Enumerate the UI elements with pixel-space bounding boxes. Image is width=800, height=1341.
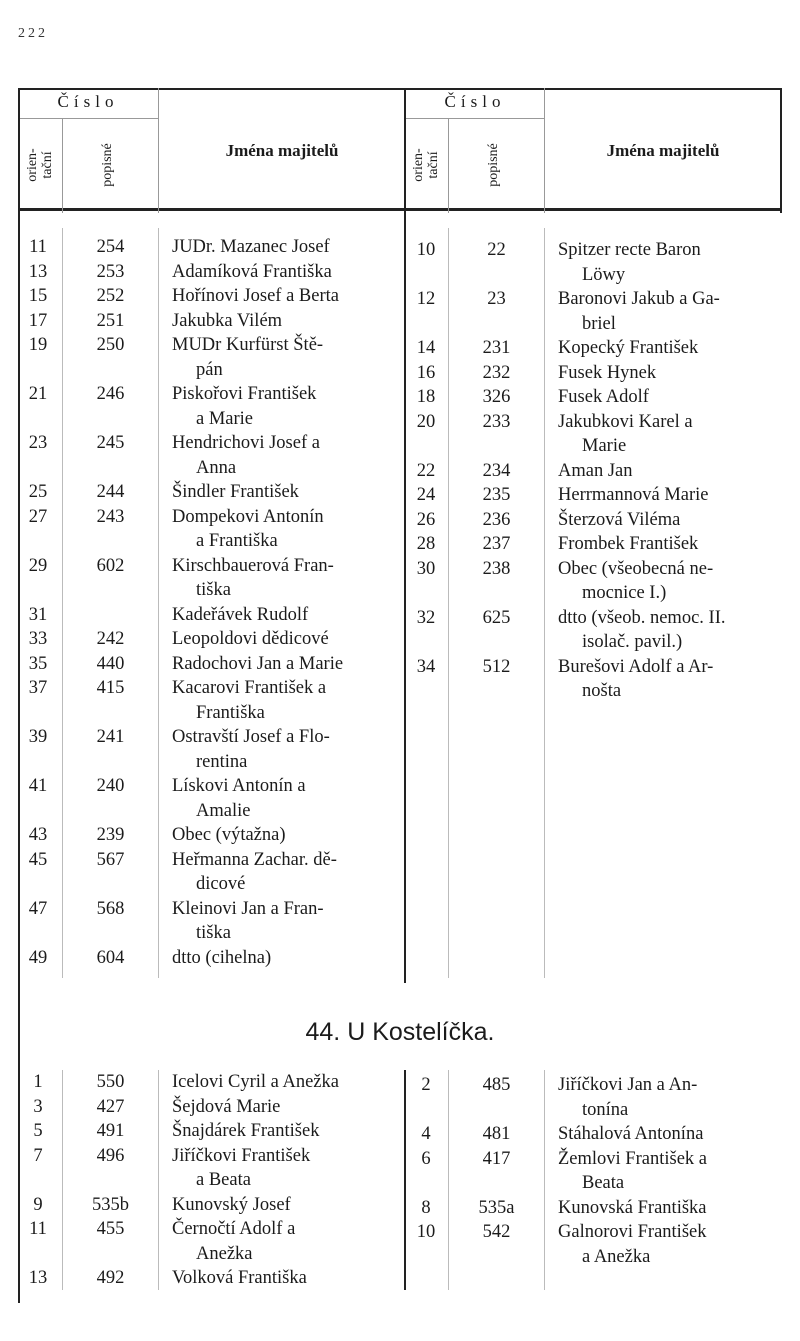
owner-name: Icelovi Cyril a Anežka <box>172 1072 339 1092</box>
owner-name-continuation: briel <box>582 313 616 334</box>
descriptive-number: 246 <box>96 384 125 404</box>
owner-name-continuation: Anna <box>196 457 237 478</box>
orientation-number: 32 <box>416 607 436 628</box>
subheader-rule-right <box>406 118 544 119</box>
orientation-number: 10 <box>416 1222 436 1242</box>
orientation-number: 27 <box>28 506 48 527</box>
owner-name: Adamíková Františka <box>172 261 332 282</box>
owner-name: Aman Jan <box>558 460 633 481</box>
descriptive-number: 492 <box>96 1268 125 1288</box>
owner-name: Baronovi Jakub a Ga- <box>558 289 720 309</box>
owner-name: MUDr Kurfürst Ště- <box>172 335 324 355</box>
orientation-number: 20 <box>416 411 436 432</box>
owner-name-continuation: tiška <box>196 580 231 600</box>
descriptive-number: 22 <box>487 240 506 260</box>
owner-name-continuation: a Anežka <box>582 1246 651 1267</box>
descriptive-number: 234 <box>482 460 511 481</box>
header-jmena-right: Jména majitelů <box>606 141 720 160</box>
orientation-number: 9 <box>33 1194 43 1215</box>
owner-name: Kunovská Františka <box>558 1197 707 1218</box>
orientation-number: 10 <box>416 240 436 260</box>
orientation-number: 18 <box>416 387 436 407</box>
owner-name: Fusek Adolf <box>558 387 649 407</box>
descriptive-number: 245 <box>96 433 125 453</box>
owner-name: Spitzer recte Baron <box>558 240 701 260</box>
owner-name: Šindler František <box>172 482 299 502</box>
owner-name: dtto (cihelna) <box>172 947 272 968</box>
descriptive-number: 602 <box>96 555 125 576</box>
orientation-number: 11 <box>29 1219 47 1239</box>
owner-name-continuation: a Marie <box>196 408 254 429</box>
descriptive-number: 427 <box>96 1096 125 1117</box>
orientation-number: 37 <box>28 678 48 698</box>
orientation-number: 47 <box>28 898 48 919</box>
owner-name: Volková Františka <box>172 1268 307 1288</box>
descriptive-number: 237 <box>482 534 511 554</box>
owner-name-continuation: Anežka <box>196 1243 253 1264</box>
orientation-number: 2 <box>421 1075 431 1095</box>
subheader-rule-left <box>18 118 158 119</box>
descriptive-number: 239 <box>96 825 125 845</box>
descriptive-number: 254 <box>96 237 125 257</box>
descriptive-number: 244 <box>96 482 125 502</box>
descriptive-number: 240 <box>96 776 125 796</box>
owner-name-continuation: Františka <box>196 702 265 723</box>
owner-name-continuation: dicové <box>196 874 246 894</box>
orientation-number: 26 <box>416 509 436 530</box>
descriptive-number: 253 <box>96 261 125 282</box>
owner-name: Žemlovi František a <box>558 1148 707 1169</box>
orientation-number: 29 <box>28 555 48 576</box>
descriptive-number: 243 <box>96 506 125 527</box>
owner-name: Černočtí Adolf a <box>172 1219 296 1239</box>
owner-name: Jiříčkovi Jan a An- <box>558 1075 698 1095</box>
owner-name-continuation: Amalie <box>196 800 251 821</box>
descriptive-number: 242 <box>96 629 125 649</box>
descriptive-number: 251 <box>96 310 125 331</box>
orientation-number: 4 <box>421 1124 431 1144</box>
descriptive-number: 417 <box>482 1148 511 1169</box>
orientation-number: 21 <box>28 384 48 404</box>
owner-name-continuation: a Františka <box>196 531 278 551</box>
owner-name: Šejdová Marie <box>172 1096 281 1117</box>
owner-name: Šterzová Viléma <box>558 509 681 530</box>
owner-name: Šnajdárek František <box>172 1121 320 1141</box>
owner-name: Obec (všeobecná ne- <box>558 558 714 579</box>
owner-name: Heřmanna Zachar. dě- <box>172 849 337 870</box>
owner-name: Kopecký František <box>558 338 699 358</box>
owner-name-continuation: tonína <box>582 1099 629 1120</box>
descriptive-number: 440 <box>96 653 125 674</box>
owner-name-continuation: Marie <box>582 436 627 456</box>
owner-name: Kirschbauerová Fran- <box>172 555 334 576</box>
orientation-number: 6 <box>421 1148 431 1169</box>
descriptive-number: 232 <box>482 362 511 383</box>
orientation-number: 3 <box>33 1096 43 1117</box>
header-bottom-rule <box>18 208 780 211</box>
descriptive-number: 542 <box>482 1222 511 1242</box>
orientation-number: 30 <box>416 558 436 579</box>
owner-name-continuation: isolač. pavil.) <box>582 632 683 652</box>
owner-name-continuation: mocnice I.) <box>582 583 667 603</box>
col-divider-left-o <box>62 118 63 213</box>
orientation-number: 28 <box>416 534 436 554</box>
orientation-number: 11 <box>29 237 47 257</box>
orientation-number: 12 <box>416 289 436 309</box>
orientation-number: 17 <box>28 310 48 331</box>
owner-name-continuation: tiška <box>196 923 231 943</box>
body-divider-right-name <box>544 228 545 978</box>
header-orientacni-left: orien- tační <box>25 148 55 182</box>
orientation-number: 35 <box>28 653 48 674</box>
owner-name: Kunovský Josef <box>172 1194 291 1215</box>
orientation-number: 13 <box>28 261 48 282</box>
orientation-number: 31 <box>28 604 48 625</box>
header-cislo-left: Číslo <box>57 92 119 111</box>
descriptive-number: 604 <box>96 947 125 968</box>
orientation-number: 19 <box>28 335 48 355</box>
section-title: 44. U Kostelíčka. <box>305 1018 495 1046</box>
body-divider-left-name <box>158 228 159 978</box>
s2-divider-left-name <box>158 1070 159 1290</box>
orientation-number: 39 <box>28 727 48 747</box>
descriptive-number: 23 <box>487 289 506 309</box>
owner-name: Kadeřávek Rudolf <box>172 604 309 625</box>
col-divider-left-name <box>158 88 159 213</box>
owner-name: Ostravští Josef a Flo- <box>172 727 330 747</box>
owner-name: dtto (všeob. nemoc. II. <box>558 607 726 628</box>
descriptive-number: 512 <box>482 656 511 677</box>
owner-name-continuation: rentina <box>196 751 248 772</box>
owner-name: Galnorovi František <box>558 1222 707 1242</box>
orientation-number: 14 <box>416 338 436 358</box>
descriptive-number: 535b <box>92 1194 129 1215</box>
orientation-number: 34 <box>416 656 436 677</box>
owner-name: Jakubkovi Karel a <box>558 411 693 432</box>
owner-name: Lískovi Antonín a <box>172 776 306 796</box>
orientation-number: 25 <box>28 482 48 502</box>
descriptive-number: 250 <box>96 335 125 355</box>
descriptive-number: 568 <box>96 898 125 919</box>
owner-name-continuation: nošta <box>582 681 622 701</box>
orientation-number: 5 <box>33 1121 43 1141</box>
col-divider-right-o <box>448 118 449 213</box>
owner-name-continuation: a Beata <box>196 1170 251 1190</box>
page-number: 222 <box>18 26 48 41</box>
owner-name-continuation: pán <box>196 359 223 380</box>
descriptive-number: 252 <box>96 286 125 306</box>
descriptive-number: 231 <box>482 338 511 358</box>
orientation-number: 43 <box>28 825 48 845</box>
owner-name: Jakubka Vilém <box>172 310 283 331</box>
descriptive-number: 236 <box>482 509 511 530</box>
header-popisne-left: popisné <box>100 143 115 187</box>
descriptive-number: 241 <box>96 727 125 747</box>
orientation-number: 45 <box>28 849 48 870</box>
right-border <box>780 88 782 213</box>
s2-center-divider <box>404 1070 406 1290</box>
orientation-number: 13 <box>28 1268 48 1288</box>
s2-divider-right-p <box>448 1070 449 1290</box>
descriptive-number: 535a <box>478 1197 515 1218</box>
owner-name: Kleinovi Jan a Fran- <box>172 898 324 919</box>
orientation-number: 49 <box>28 947 48 968</box>
descriptive-number: 233 <box>482 411 511 432</box>
owner-name: Hořínovi Josef a Berta <box>172 286 339 306</box>
orientation-number: 33 <box>28 629 48 649</box>
descriptive-number: 550 <box>96 1072 125 1092</box>
col-divider-right-name <box>544 88 545 213</box>
descriptive-number: 485 <box>482 1075 511 1095</box>
owner-name: Frombek František <box>558 534 699 554</box>
orientation-number: 16 <box>416 362 436 383</box>
owner-name-continuation: Löwy <box>582 264 626 285</box>
owner-name: JUDr. Mazanec Josef <box>172 237 330 257</box>
owner-name: Kacarovi František a <box>172 678 327 698</box>
s2-divider-right-name <box>544 1070 545 1290</box>
owner-name: Jiříčkovi František <box>172 1145 311 1166</box>
descriptive-number: 491 <box>96 1121 125 1141</box>
descriptive-number: 455 <box>96 1219 125 1239</box>
orientation-number: 22 <box>416 460 436 481</box>
owner-name: Stáhalová Antonína <box>558 1124 704 1144</box>
descriptive-number: 496 <box>96 1145 125 1166</box>
owner-name: Hendrichovi Josef a <box>172 433 320 453</box>
header-popisne-right: popisné <box>486 143 501 187</box>
owner-name: Obec (výtažna) <box>172 825 286 845</box>
table-top-rule <box>18 88 780 90</box>
orientation-number: 24 <box>416 485 436 505</box>
descriptive-number: 625 <box>482 607 511 628</box>
header-cislo-right: Číslo <box>444 92 506 111</box>
descriptive-number: 567 <box>96 849 125 870</box>
owner-name-continuation: Beata <box>582 1173 625 1193</box>
header-orientacni-right: orien- tační <box>411 148 441 182</box>
owner-name: Leopoldovi dědicové <box>172 629 329 649</box>
orientation-number: 15 <box>28 286 48 306</box>
orientation-number: 8 <box>421 1197 431 1218</box>
owner-name: Piskořovi František <box>172 384 317 404</box>
owner-name: Burešovi Adolf a Ar- <box>558 656 714 677</box>
owner-name: Herrmannová Marie <box>558 485 709 505</box>
orientation-number: 23 <box>28 433 48 453</box>
orientation-number: 7 <box>33 1145 43 1166</box>
descriptive-number: 481 <box>482 1124 511 1144</box>
orientation-number: 1 <box>33 1072 43 1092</box>
descriptive-number: 235 <box>482 485 511 505</box>
descriptive-number: 415 <box>96 678 125 698</box>
header-jmena-left: Jména majitelů <box>225 141 339 160</box>
orientation-number: 41 <box>28 776 48 796</box>
descriptive-number: 326 <box>482 387 511 407</box>
descriptive-number: 238 <box>482 558 511 579</box>
owner-name: Radochovi Jan a Marie <box>172 653 344 674</box>
owner-name: Dompekovi Antonín <box>172 506 324 527</box>
owner-name: Fusek Hynek <box>558 362 657 383</box>
